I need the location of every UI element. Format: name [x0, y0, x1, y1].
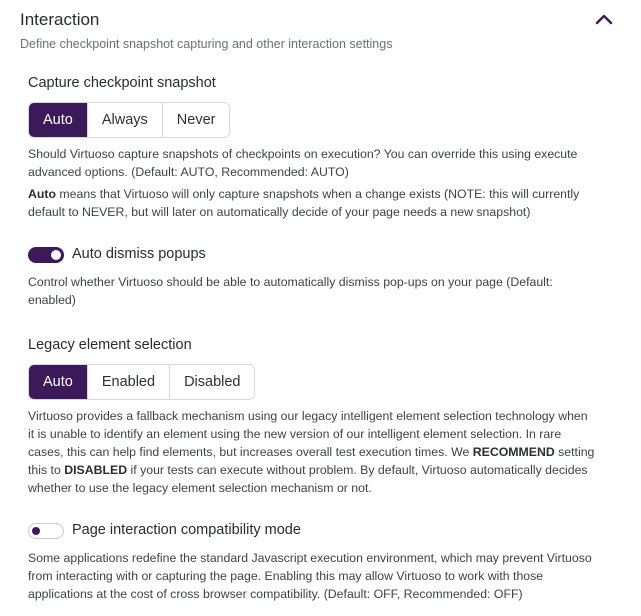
section-title: Interaction	[20, 10, 100, 29]
capture-option-always[interactable]: Always	[87, 103, 162, 137]
legacy-option-disabled[interactable]: Disabled	[169, 365, 254, 399]
help-text: means that Virtuoso will only capture snapshots when a change exists (NOTE: this will currently	[56, 187, 580, 201]
capture-snapshot-help	[28, 145, 613, 221]
legacy-option-enabled[interactable]: Enabled	[87, 365, 169, 399]
help-text: from interacting with or capturing the page. Enabling this may allow Virtuoso to work with those	[28, 569, 544, 583]
help-text	[28, 443, 613, 461]
legacy-selection-label: Legacy element selection	[28, 337, 192, 353]
help-bold: RECOMMEND	[472, 445, 555, 459]
help-bold: Auto	[28, 187, 56, 201]
section-header	[20, 8, 617, 34]
capture-snapshot-label: Capture checkpoint snapshot	[28, 75, 216, 91]
chevron-up-icon[interactable]	[593, 8, 615, 30]
help-text: enabled)	[28, 293, 76, 307]
help-text: Some applications redefine the standard Javascript execution environment, which may prevent Virtuoso	[28, 551, 592, 565]
help-bold: DISABLED	[64, 463, 128, 477]
toggle-knob	[51, 250, 61, 260]
compat-mode-label: Page interaction compatibility mode	[72, 522, 301, 538]
section-description: Define checkpoint snapshot capturing and other interaction settings	[20, 37, 393, 51]
help-text: default to NEVER, but will later on automatically decide of your page needs a new snapshot)	[28, 205, 531, 219]
capture-option-never[interactable]: Never	[162, 103, 230, 137]
help-text: cases, this can help find elements, but increases overall test execution times. We	[28, 445, 473, 459]
help-text: setting	[554, 445, 595, 459]
auto-dismiss-help	[28, 273, 613, 309]
help-text: advanced options. (Default: AUTO, Recommended: AUTO)	[28, 165, 349, 179]
legacy-selection-selector	[28, 364, 255, 400]
help-text: this to	[28, 463, 65, 477]
help-text: Control whether Virtuoso should be able to automatically dismiss pop-ups on your page (Default:	[28, 275, 553, 289]
help-text: Virtuoso provides a fallback mechanism using our legacy intelligent element selection technology when	[28, 409, 588, 423]
compat-mode-toggle[interactable]	[28, 523, 64, 539]
help-text: whether to use the legacy element selection mechanism or not.	[28, 481, 372, 495]
auto-dismiss-label: Auto dismiss popups	[72, 246, 206, 262]
auto-dismiss-toggle[interactable]	[28, 247, 64, 263]
help-text	[28, 461, 613, 479]
capture-snapshot-selector	[28, 102, 230, 138]
help-text: it is unable to identify an element using the new version of our intelligent element selection. In rare	[28, 427, 562, 441]
help-text: if your tests can execute without problem. By default, Virtuoso automatically decides	[127, 463, 588, 477]
help-text: applications at the cost of cross browser compatibility. (Default: OFF, Recommended: OFF)	[28, 587, 523, 601]
legacy-selection-help	[28, 407, 613, 497]
help-text: Should Virtuoso capture snapshots of checkpoints on execution? You can override this using execute	[28, 147, 578, 161]
toggle-knob	[32, 527, 40, 535]
legacy-option-auto[interactable]: Auto	[29, 365, 87, 399]
help-text	[28, 185, 613, 203]
capture-option-auto[interactable]: Auto	[29, 103, 87, 137]
compat-mode-help	[28, 549, 613, 603]
